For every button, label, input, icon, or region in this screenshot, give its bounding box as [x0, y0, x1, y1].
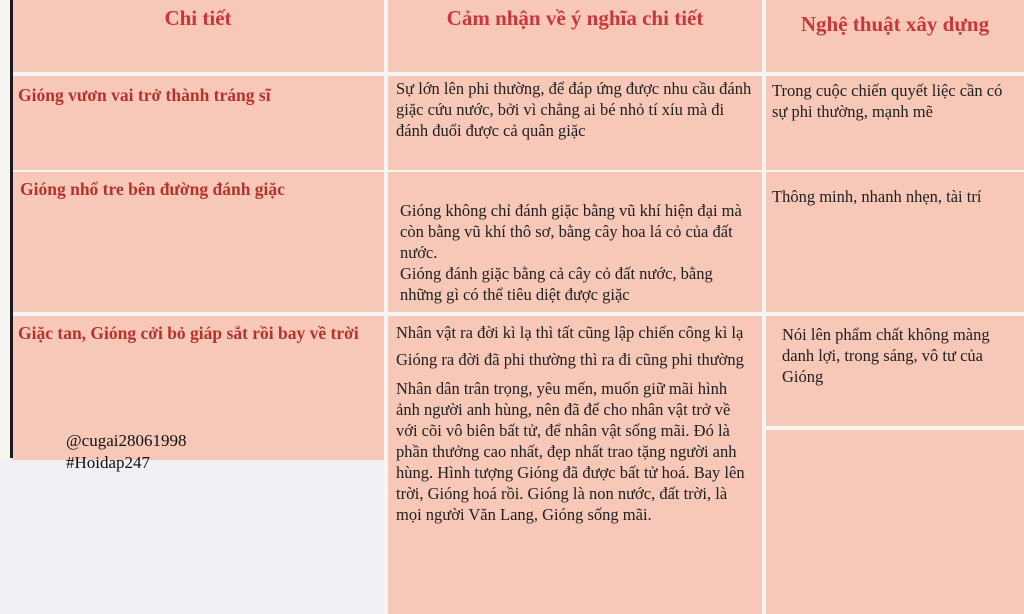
row2-meaning-text-1: Gióng không chỉ đánh giặc bằng vũ khí hiện đại mà còn bằng vũ khí thô sơ, bằng cây hoa lá cỏ của đất nước. — [400, 201, 742, 262]
row1-art-text: Trong cuộc chiến quyết liệc cần có sự phi thường, mạnh mẽ — [772, 81, 1003, 121]
row3-detail-blank — [0, 460, 384, 614]
row3-meaning — [388, 316, 762, 614]
row3-art — [766, 316, 1024, 426]
row1-meaning-text: Sự lớn lên phi thường, để đáp ứng được nhu cầu đánh giặc cứu nước, bởi vì chẳng ai bé nhỏ tí xíu mà đi đánh đuổi được cả quân giặc — [396, 79, 752, 140]
row1-art — [766, 76, 1024, 170]
header-detail-label: Chi tiết — [164, 6, 232, 30]
left-border — [10, 0, 13, 458]
row1-detail — [12, 76, 384, 170]
row3-meaning-text-1: Nhân vật ra đời kì lạ thì tất cũng lập chiến công kì lạ — [396, 323, 744, 342]
row2-meaning — [388, 172, 762, 312]
watermark-tag: #Hoidap247 — [66, 453, 151, 472]
header-art — [766, 0, 1024, 72]
row3-detail-text: Giặc tan, Gióng cởi bỏ giáp sắt rồi bay về trời — [18, 323, 359, 343]
watermark — [66, 430, 186, 474]
row2-art — [766, 172, 1024, 312]
row2-detail-text: Gióng nhổ tre bên đường đánh giặc — [20, 179, 285, 199]
header-detail — [12, 0, 384, 72]
header-meaning-label: Cảm nhận về ý nghĩa chi tiết — [446, 6, 704, 30]
row3-meaning-text-3: Nhân dân trân trọng, yêu mến, muốn giữ mãi hình ảnh người anh hùng, nên đã để cho nhân vật trở về với cõi vô biên bất tử, để nhân vật sống mãi. Đó là phần thưởng cao nhất, đẹp nhất trao tặng người anh hùng. Hình tượng Gióng đã được bất tử hoá. Bay lên trời, Gióng hoá rồi. Gióng là non nước, đất trời, là mọi người Văn Lang, Gióng sống mãi. — [396, 379, 745, 524]
row1-meaning — [388, 76, 762, 170]
header-meaning — [388, 0, 762, 72]
row3-meaning-text-2: Gióng ra đời đã phi thường thì ra đi cũng phi thường — [396, 350, 744, 369]
row1-detail-text: Gióng vươn vai trở thành tráng sĩ — [18, 85, 271, 105]
row3-art-text: Nói lên phẩm chất không màng danh lợi, trong sáng, vô tư của Gióng — [782, 325, 990, 386]
watermark-user: @cugai28061998 — [66, 431, 187, 450]
header-art-label: Nghệ thuật xây dựng — [800, 12, 990, 36]
row2-detail — [12, 172, 384, 312]
row3-art-extra — [766, 430, 1024, 614]
row2-art-text: Thông minh, nhanh nhẹn, tài trí — [772, 187, 982, 206]
row2-meaning-text-2: Gióng đánh giặc bằng cả cây cỏ đất nước, bằng những gì có thể tiêu diệt được giặc — [400, 264, 713, 304]
